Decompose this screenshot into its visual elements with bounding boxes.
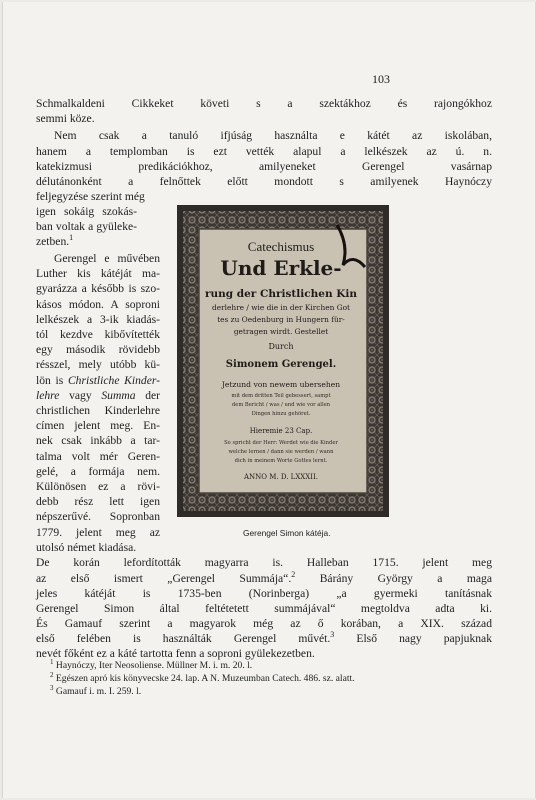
- title-page-line: derlehre / wie die in der Kirchen Got: [211, 303, 351, 312]
- title-page-line: Durch: [268, 342, 294, 351]
- body-line: hanem a templomban is ezt vették alapul a lelkészek az ú. n.: [36, 145, 492, 158]
- body-line: ban voltak a gyüleke-: [36, 220, 137, 233]
- body-line: feljegyzése szerint még: [36, 190, 145, 203]
- body-line: lelkészek a 3-ik kiadás-: [36, 313, 160, 326]
- body-line: gelé, a formája nem.: [36, 465, 160, 478]
- title-page-line: Simonem Gerengel.: [225, 359, 337, 370]
- body-line: nevét főként ez a káté tartotta fenn a soproni gyülekezetben.: [36, 647, 315, 660]
- body-line: tól kezdve kibővítették: [36, 328, 160, 341]
- body-line: résszel, mely utóbb kü-: [36, 358, 160, 371]
- body-line: katekizmusi predikációkhoz, amilyeneket Gerengel vasárnap: [36, 160, 492, 173]
- title-page-line: tes zu Oedenburg in Hungern für-: [217, 315, 345, 324]
- body-line: debb rész lett igen: [36, 495, 160, 508]
- footnote: $^3$ Gamauf i. m. I. 259. l.: [50, 683, 142, 697]
- body-line: gyarázza a később is szo-: [36, 282, 160, 295]
- body-line: igen sokáig szokás-: [36, 205, 137, 218]
- catechism-title-page-image: [177, 205, 389, 517]
- body-line: Gerengel e művében: [54, 252, 160, 265]
- footnote-ref: 1: [69, 233, 74, 243]
- title-page-line: rung der Christlichen Kin: [204, 288, 358, 300]
- body-line: Luther kis kátéját ma-: [36, 267, 160, 280]
- body-line: semmi köze.: [36, 112, 95, 125]
- body-line: lehre vagy Summa der: [36, 389, 161, 402]
- body-line: délutánonként a felnőttek előtt mondott s amilyenek Haynóczy: [36, 175, 492, 188]
- footnote-ref: 3: [330, 630, 335, 640]
- body-line: címen jelent meg. En-: [36, 419, 160, 432]
- title-page-line: Catechismus: [247, 239, 315, 254]
- body-line: Különösen ez a rövi-: [36, 480, 160, 493]
- body-line: kásos módon. A soproni: [36, 298, 160, 311]
- title-page-line: Hieremie 23 Cap.: [249, 427, 313, 435]
- title-page-line: dich in meinem Worte Gottes lernt.: [234, 458, 328, 464]
- footnote: $^1$ Haynóczy, Iter Neosoliense. Müllner M. i. m. 20. l.: [50, 657, 253, 671]
- body-line: De korán lefordították magyarra is. Halleban 1715. jelent meg: [36, 556, 492, 569]
- body-line: Gerengel Simon által feltétetett summájával“ megtoldva adta ki.: [36, 602, 492, 615]
- title-page-line: dem Bericht / was / und wie vor allen: [231, 402, 331, 408]
- page-number: 103: [372, 72, 390, 86]
- body-line: És Gamauf szerint a magyarok még az ő korában, a XIX. század: [36, 617, 492, 630]
- body-line: első felében is használták Gerengel művét.$^3$ Első nagy papjuknak: [36, 630, 492, 645]
- figure-caption: Gerengel Simon kátéja.: [243, 528, 331, 538]
- body-line: Nem csak a tanuló ifjúság használta e kátét az iskolában,: [54, 129, 492, 142]
- body-line: 1779. jelent meg az: [36, 526, 160, 539]
- body-line: [36, 234, 73, 249]
- title-page-line: getragen wirdt. Gestellet: [233, 327, 329, 336]
- title-page-line: Jetzund von newem ubersehen: [221, 380, 341, 389]
- body-line: talma volt mér Geren-: [36, 450, 160, 463]
- body-line: christlichen Kinderlehre: [36, 404, 160, 417]
- title-page-line: So spricht der Herr: Werdet wie die Kinder: [224, 440, 338, 446]
- body-line: jeles kátéját is 1735-ben (Norinberga) „a gyermeki tanításnak: [36, 587, 492, 600]
- footnote-ref: 2: [291, 570, 296, 580]
- body-line: Schmalkaldeni Cikkeket követi s a szektákhoz és rajongókhoz: [36, 97, 492, 110]
- footnote: $^2$ Egészen apró kis könyvecske 24. lap. A N. Muzeumban Catech. 486. sz. alatt.: [50, 670, 355, 684]
- title-page-line: ANNO M. D. LXXXII.: [243, 473, 319, 481]
- body-line: egy második rövidebb: [36, 343, 160, 356]
- body-line: az első ismert „Gerengel Summája“.$^2$ Bárány György a maga: [36, 570, 492, 585]
- body-line: lön is Christliche Kinder-: [36, 374, 160, 387]
- title-page-line: mit dem dritten Teil gebessert, sampt: [231, 393, 331, 399]
- body-line: népszerűvé. Sopronban: [36, 510, 160, 523]
- body-line: nek csak inkább a tar-: [36, 434, 160, 447]
- body-line: utolsó német kiadása.: [36, 541, 137, 554]
- body-text: zetben.: [36, 235, 70, 248]
- title-page-line: Und Erkle-: [220, 256, 342, 280]
- title-page-line: welche lernen / dann sie werden / wann: [228, 449, 334, 455]
- title-page-line: Dingen hinzu gehöret.: [251, 411, 311, 417]
